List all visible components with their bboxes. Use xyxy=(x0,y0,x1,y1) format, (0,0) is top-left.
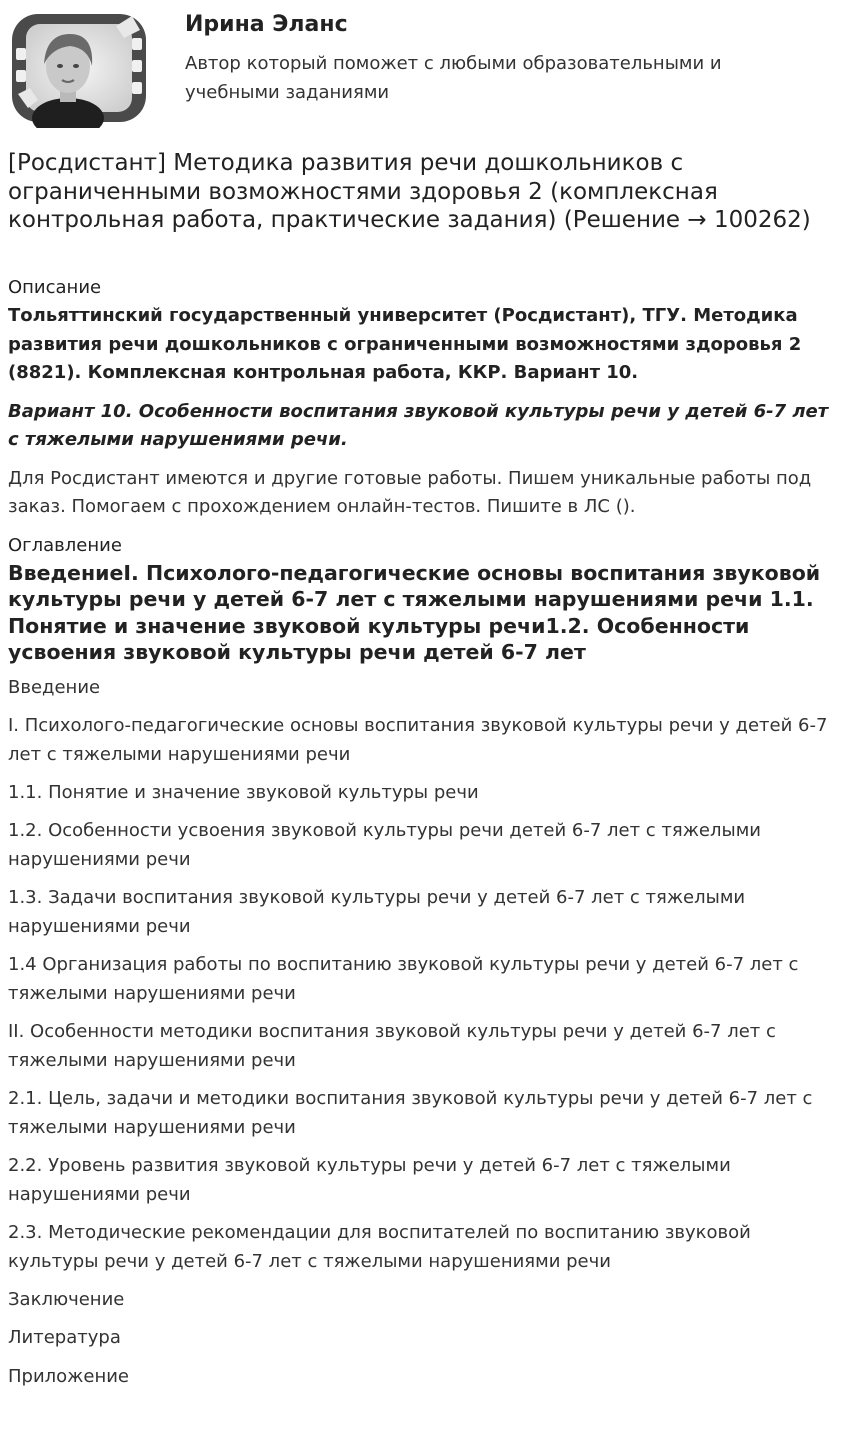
toc-label: Оглавление xyxy=(8,534,122,556)
toc-item: I. Психолого-педагогические основы воспитания звуковой культуры речи у детей 6-7 лет с тяжелыми нарушениями речи xyxy=(8,714,828,765)
toc-item: Литература xyxy=(8,1327,121,1349)
author-description: Автор который поможет с любыми образовательными и учебными заданиями xyxy=(185,53,722,103)
author-avatar-photo-icon xyxy=(8,8,150,128)
toc-heading: ВведениеI. Психолого-педагогические основы воспитания звуковой культуры речи у детей 6-7 лет с тяжелыми нарушениями речи 1.1. Понятие и значение звуковой культуры речи1.2. Особенности усвоения звуковой культуры речи детей 6-7 лет xyxy=(8,560,821,664)
toc-item: 2.1. Цель, задачи и методики воспитания звуковой культуры речи у детей 6-7 лет с тяжелыми нарушениями речи xyxy=(8,1088,813,1138)
description-bold-text: Тольяттинский государственный университет (Росдистант), ТГУ. Методика развития речи дошкольников с ограниченными возможностями здоровья 2 (8821). Комплексная контрольная работа, ККР. Вариант 10. xyxy=(8,305,802,383)
toc-item: Заключение xyxy=(8,1289,125,1311)
author-block xyxy=(0,0,847,130)
description-label: Описание xyxy=(8,277,102,298)
work-title: [Росдистант] Методика развития речи дошкольников с ограниченными возможностями здоровья 2 (комплексная контрольная работа, практические задания) (Решение → 100262) xyxy=(8,150,811,233)
toc-item: 1.4 Организация работы по воспитанию звуковой культуры речи у детей 6-7 лет с тяжелыми нарушениями речи xyxy=(8,954,799,1004)
toc-item: Введение xyxy=(8,676,101,698)
main-content xyxy=(8,274,840,1401)
author-name[interactable]: Ирина Эланс xyxy=(185,12,348,37)
toc-item: 2.2. Уровень развития звуковой культуры речи у детей 6-7 лет с тяжелыми нарушениями речи xyxy=(8,1155,731,1205)
toc-item: II. Особенности методики воспитания звуковой культуры речи у детей 6-7 лет с тяжелыми нарушениями речи xyxy=(8,1021,776,1071)
description-note-text: Для Росдистант имеются и другие готовые работы. Пишем уникальные работы под заказ. Помогаем с прохождением онлайн-тестов. Пишите в ЛС (). xyxy=(8,467,812,517)
toc-item: 2.3. Методические рекомендации для воспитателей по воспитанию звуковой культуры речи у детей 6-7 лет с тяжелыми нарушениями речи xyxy=(8,1222,751,1272)
toc-item: 1.1. Понятие и значение звуковой культуры речи xyxy=(8,781,479,803)
toc-list xyxy=(8,674,840,1392)
toc-item: Приложение xyxy=(8,1365,130,1387)
toc-item: 1.3. Задачи воспитания звуковой культуры речи у детей 6-7 лет с тяжелыми нарушениями речи xyxy=(8,887,746,937)
toc-item: 1.2. Особенности усвоения звуковой культуры речи детей 6-7 лет с тяжелыми нарушениями речи xyxy=(8,820,762,870)
author-avatar[interactable] xyxy=(8,8,150,128)
description-variant-text: Вариант 10. Особенности воспитания звуковой культуры речи у детей 6-7 лет с тяжелыми нарушениями речи. xyxy=(8,400,829,450)
